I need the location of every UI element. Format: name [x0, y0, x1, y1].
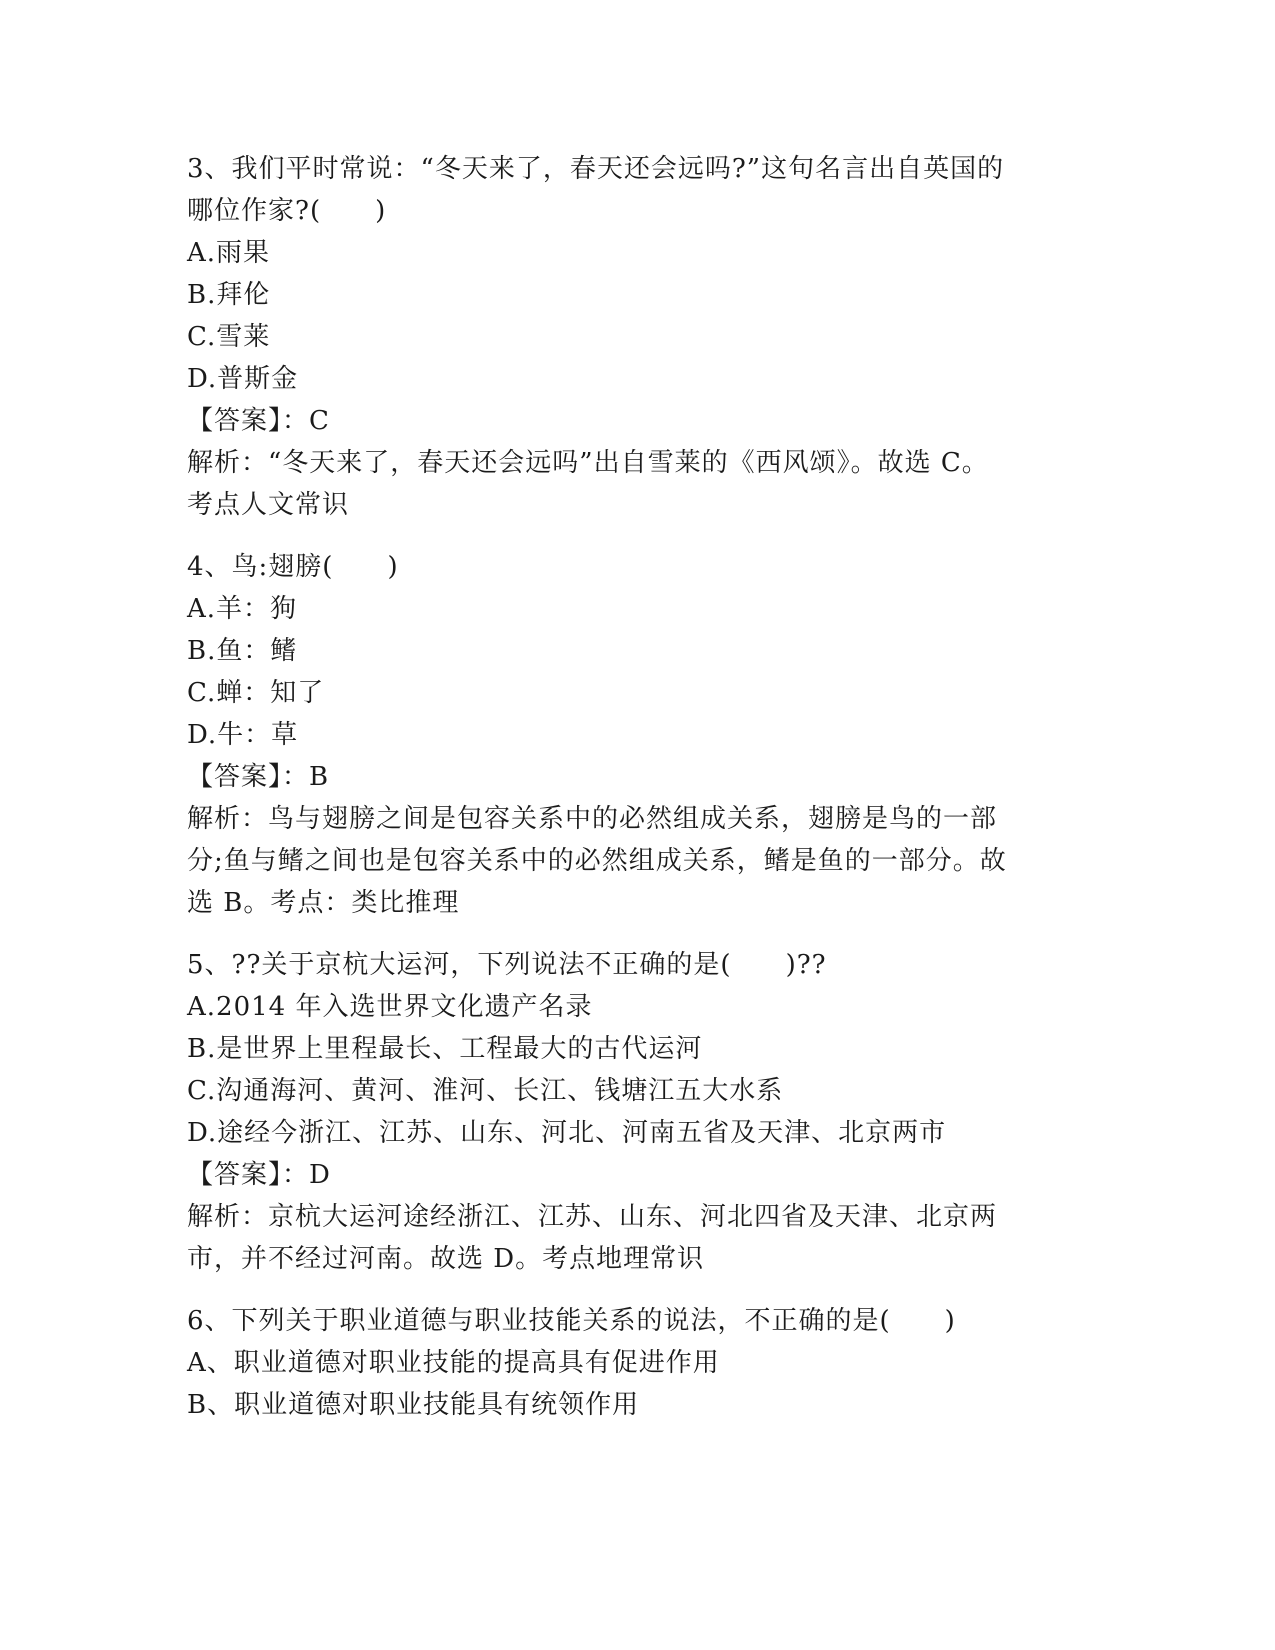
question-4-analysis-line-3: 选 B。考点：类比推理	[187, 888, 460, 918]
question-3-option-c: C.雪莱	[187, 322, 271, 352]
question-spacer	[187, 526, 1087, 546]
question-5-analysis-line-2: 市，并不经过河南。故选 D。考点地理常识	[187, 1244, 705, 1274]
question-3	[187, 148, 1087, 526]
question-5-option-a: A.2014 年入选世界文化遗产名录	[187, 992, 593, 1022]
question-4-option-b: B.鱼：鳍	[187, 636, 298, 666]
question-3-option-d: D.普斯金	[187, 364, 299, 394]
question-spacer	[187, 924, 1087, 944]
question-6-stem-line-1: 6、下列关于职业道德与职业技能关系的说法，不正确的是( )	[187, 1306, 956, 1336]
question-4	[187, 546, 1087, 924]
question-4-stem-line-1: 4、鸟:翅膀( )	[187, 552, 399, 582]
question-3-stem-line-2: 哪位作家?( )	[187, 196, 387, 226]
question-6-option-b: B、职业道德对职业技能具有统领作用	[187, 1390, 640, 1420]
question-5-answer: 【答案】：D	[187, 1160, 331, 1190]
question-5	[187, 944, 1087, 1280]
question-4-option-c: C.蝉：知了	[187, 678, 325, 708]
question-6	[187, 1300, 1087, 1426]
question-3-analysis-line-1: 解析：“冬天来了，春天还会远吗”出自雪莱的《西风颂》。故选 C。	[187, 448, 989, 478]
question-3-option-b: B.拜伦	[187, 280, 271, 310]
question-5-analysis-line-1: 解析：京杭大运河途经浙江、江苏、山东、河北四省及天津、北京两	[187, 1202, 998, 1232]
question-3-answer: 【答案】：C	[187, 406, 330, 436]
question-4-answer: 【答案】：B	[187, 762, 330, 792]
question-6-option-a: A、职业道德对职业技能的提高具有促进作用	[187, 1348, 720, 1378]
question-4-option-d: D.牛：草	[187, 720, 299, 750]
question-spacer	[187, 1280, 1087, 1300]
question-4-analysis-line-1: 解析：鸟与翅膀之间是包容关系中的必然组成关系，翅膀是鸟的一部	[187, 804, 998, 834]
question-5-stem-line-1: 5、??关于京杭大运河，下列说法不正确的是( )??	[187, 950, 827, 980]
question-5-option-b: B.是世界上里程最长、工程最大的古代运河	[187, 1034, 703, 1064]
question-5-option-d: D.途经今浙江、江苏、山东、河北、河南五省及天津、北京两市	[187, 1118, 947, 1148]
document-page	[187, 148, 1087, 1426]
question-3-analysis-line-2: 考点人文常识	[187, 490, 350, 520]
question-5-option-c: C.沟通海河、黄河、淮河、长江、钱塘江五大水系	[187, 1076, 784, 1106]
question-3-stem-line-1: 3、我们平时常说：“冬天来了，春天还会远吗?”这句名言出自英国的	[187, 154, 1005, 184]
question-3-option-a: A.雨果	[187, 238, 271, 268]
question-4-option-a: A.羊：狗	[187, 594, 298, 624]
question-4-analysis-line-2: 分;鱼与鳍之间也是包容关系中的必然组成关系，鳍是鱼的一部分。故	[187, 846, 1007, 876]
